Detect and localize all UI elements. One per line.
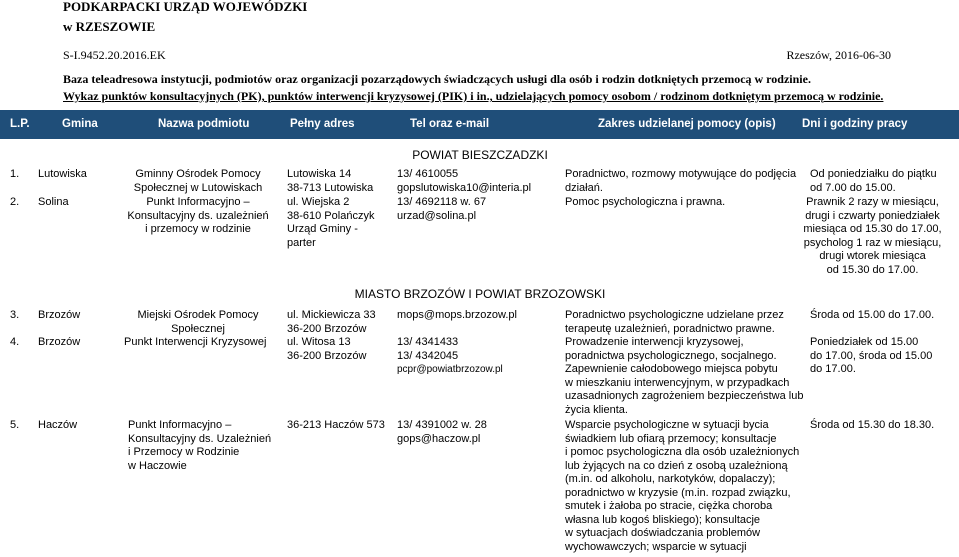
col-lp: L.P. (10, 118, 30, 130)
row-hours: Poniedziałek od 15.00 do 17.00, środa od 15.00 do 17.00. (810, 336, 933, 375)
col-gmina: Gmina (62, 118, 98, 130)
org-name-line1: PODKARPACKI URZĄD WOJEWÓDZKI (63, 0, 308, 14)
table-header (0, 110, 959, 139)
col-nazwa: Nazwa podmiotu (158, 118, 250, 130)
row-name: Miejski Ośrodek Pomocy Społecznej (137, 309, 259, 335)
place-date: Rzeszów, 2016-06-30 (786, 48, 891, 62)
reference-number: S-I.9452.20.2016.EK (63, 48, 166, 62)
row-lp: 4. (10, 336, 20, 348)
document-title: Baza teleadresowa instytucji, podmiotów oraz organizacji pozarządowych świadczących usługi dla osób i rodzin dotkniętych przemocą w rodzinie. (63, 72, 811, 86)
row-scope: Poradnictwo psychologiczne udzielane przez terapeutę uzależnień, poradnictwo prawne. (565, 309, 784, 335)
row-name: Punkt Informacyjno – Konsultacyjny ds. Uzależnień i Przemocy w Rodzinie w Haczowie (128, 419, 272, 472)
row-scope: Poradnictwo, rozmowy motywujące do podjęcia działań. (565, 168, 797, 194)
col-zakres: Zakres udzielanej pomocy (opis) (598, 118, 776, 130)
org-name-line2: w RZESZOWIE (63, 19, 156, 34)
row-hours: Prawnik 2 razy w miesiącu, drugi i czwarty poniedziałek miesiąca od 15.30 do 17.00, psycholog 1 raz w miesiącu, drugi wtorek miesiąca od 15.30 do 17.00. (803, 196, 942, 276)
row-lp: 5. (10, 419, 20, 431)
row-scope: Prowadzenie interwencji kryzysowej, poradnictwa psychologicznego, socjalnego. Zapewnienie całodobowego miejsca pobytu w mieszkaniu interwencyjnym, w przypadkach uzasadnionych zagrożeniem bezpieczeństwa lub życia klienta. (565, 336, 804, 416)
row-name: Punkt Informacyjno – Konsultacyjny ds. uzależnień i przemocy w rodzinie (127, 196, 269, 235)
row-hours: Od poniedziałku do piątku od 7.00 do 15.00. (810, 168, 937, 194)
row-contact: 13/ 4391002 w. 28 gops@haczow.pl (397, 419, 487, 445)
row-address: Lutowiska 14 38-713 Lutowiska (287, 168, 374, 194)
row-hours: Środa od 15.00 do 17.00. (810, 309, 935, 321)
row-hours: Środa od 15.30 do 18.30. (810, 419, 935, 431)
row-contact: mops@mops.brzozow.pl (397, 309, 517, 321)
col-godziny: Dni i godziny pracy (802, 118, 908, 130)
row-name: Punkt Interwencji Kryzysowej (124, 336, 267, 348)
document-subtitle: Wykaz punktów konsultacyjnych (PK), punktów interwencji kryzysowej (PIK) i in., udzielających pomocy osobom / rodzinom dotkniętym przemocą w rodzinie. (63, 89, 884, 103)
row-gmina: Haczów (38, 419, 78, 431)
row-lp: 3. (10, 309, 20, 321)
row-address: ul. Witosa 13 36-200 Brzozów (287, 336, 367, 362)
row-lp: 1. (10, 168, 20, 180)
row-address: ul. Mickiewicza 33 36-200 Brzozów (287, 309, 376, 335)
row-scope: Pomoc psychologiczna i prawna. (565, 196, 726, 208)
row-contact: 13/ 4692118 w. 67 urzad@solina.pl (397, 196, 487, 222)
row-name: Gminny Ośrodek Pomocy Społecznej w Lutowiskach (133, 168, 263, 194)
row-address: 36-213 Haczów 573 (287, 419, 385, 431)
section-title: POWIAT BIESZCZADZKI (412, 148, 548, 162)
row-contact: 13/ 4341433 13/ 4342045 pcpr@powiatbrzozow.pl (397, 336, 503, 375)
row-gmina: Brzozów (38, 336, 81, 348)
row-scope: Wsparcie psychologiczne w sytuacji bycia świadkiem lub ofiarą przemocy; konsultacje i pomoc psychologiczna dla osób uzależnionych lub żyjących na co dzień z osobą uzależnioną (m.in. od alkoholu, narkotyków, dopalaczy); poradnictwo w kryzysie (m.in. rozpad związku, smutek i żałoba po stracie, ciężka choroba własna lub kogoś bliskiego); konsultacje w sytuacjach doświadczania problemów wychowawczych; wsparcie w sytuacji (565, 419, 800, 553)
row-gmina: Solina (38, 196, 69, 208)
row-gmina: Lutowiska (38, 168, 87, 180)
row-contact: 13/ 4610055 gopslutowiska10@interia.pl (397, 168, 532, 194)
col-adres: Pełny adres (290, 118, 355, 130)
row-lp: 2. (10, 196, 20, 208)
row-gmina: Brzozów (38, 309, 81, 321)
col-tel: Tel oraz e-mail (410, 118, 490, 130)
section-title: MIASTO BRZOZÓW I POWIAT BRZOZOWSKI (354, 287, 606, 301)
row-address: ul. Wiejska 2 38-610 Polańczyk Urząd Gminy - parter (287, 196, 375, 249)
